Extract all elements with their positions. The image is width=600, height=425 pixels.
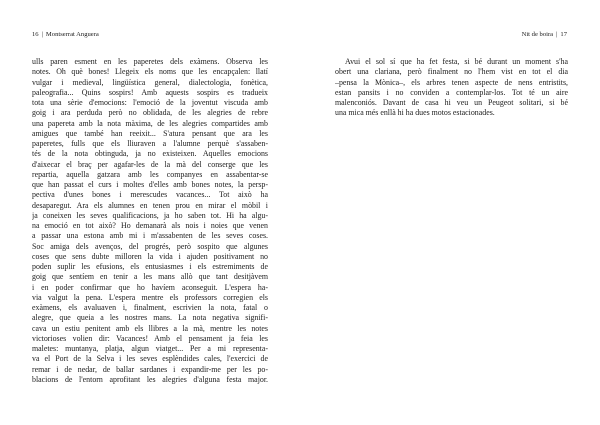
left-body-line: remar i de nedar, de ballar sardanes i expandir-me per les po- [32, 364, 268, 374]
left-body-line: alegre, que queia a les nostres mans. La nota negativa signifi- [32, 313, 268, 323]
left-body-line: i en poder confirmar que ho havíem aconseguit. L'espera ha- [32, 282, 268, 292]
left-body-line: una papereta amb la nota màxima, de les alegries compartides amb [32, 118, 268, 128]
left-body-line: goig que sentíem en tenir a les mans allò que tant desitjàvem [32, 272, 268, 282]
right-body-line: –pensa la Mònica–, els arbres tenen aspecte de nens entristits, [335, 77, 568, 87]
left-body-line: a passar una estona amb mi i m'assabenten de les seves coses. [32, 231, 268, 241]
right-page-number: 17 [560, 31, 567, 38]
left-body-line: goig i ara perduda però no oblidada, de les alegries de rebre [32, 108, 268, 118]
left-body-line: ulls paren esment en les paperetes dels exàmens. Observa les [32, 57, 268, 66]
left-body-line: repartia, aquella gatzara amb les companyes en assabentar-se [32, 169, 268, 179]
left-header-separator: | [41, 31, 43, 38]
left-body-line: paperetes, fulls que els lliuraven a l'alumne perquè s'assaben- [32, 139, 268, 148]
left-body-line: que han passat el curs i moltes d'elles amb bones notes, la persp- [32, 180, 268, 189]
left-body-line: va el Port de la Selva i les seves esplèndides cales, l'exercici de [32, 354, 268, 364]
left-body-line: tota una sèrie d'emocions: l'emoció de la joventut viscuda amb [32, 98, 268, 107]
left-body-line: d'aixecar el braç per agafar-les de la mà del conserge que les [32, 159, 268, 169]
left-book-title: Montserrat Anguera [45, 31, 99, 38]
left-body-line: coses que sens dubte milloren la vida i ajuden positivament no [32, 251, 268, 261]
right-book-title: Nit de boira [521, 31, 554, 38]
left-running-head [32, 31, 99, 38]
left-body-line: pectiva d'unes bones i merescudes vacances... Tot això ha [32, 190, 268, 200]
left-page-number: 16 [32, 31, 39, 38]
left-body-line: paleografia... Quins sospirs! Amb aquests sospirs es tradueix [32, 87, 268, 97]
right-body-line: Avui el sol sí que ha fet festa, si bé durant un moment s'ha [345, 57, 568, 66]
left-body-line: na emoció en tot això? Ho demanarà als nois i noies que venen [32, 221, 268, 230]
right-running-head [522, 31, 567, 38]
left-body-line: desaparegut. Ara els alumnes en tenen prou en mirar el mòbil i [32, 200, 268, 210]
left-body-line: notes. Oh què bones! Llegeix els noms que les encapçalen: llatí [32, 67, 268, 77]
left-body-text [32, 57, 268, 385]
left-body-line: exàmens, els avaluaven i, finalment, escrivien la nota, fatal o [32, 303, 268, 312]
right-header-separator: | [556, 31, 558, 38]
left-body-line: poden suplir les efusions, els entusiasmes i els estremiments de [32, 262, 268, 271]
right-body-line: malenconiós. Davant de casa hi veu un Peugeot solitari, si bé [335, 98, 568, 107]
right-body-line: obert una clariana, però finalment no l'hem vist en tot el dia [335, 67, 568, 77]
left-body-line: via valgut la pena. L'espera mentre els professors corregien els [32, 292, 268, 302]
left-body-line: vulgar i medieval, lingüística general, dialectologia, fonètica, [32, 77, 268, 87]
left-body-line: amigues que també han reeixit... S'atura pensant que ara les [32, 128, 268, 138]
left-body-line: ja coneixen les seves qualificacions, ja ho saben tot. Hi ha algu- [32, 210, 268, 220]
left-body-line: blacions de l'entorn aprofitant les alegries d'alguna festa major. [32, 374, 268, 384]
left-body-line: victorioses volien dir: Vacances! Amb el pensament ja feia les [32, 333, 268, 343]
right-body-line: una mica més enllà hi ha dues motos estacionades. [335, 108, 495, 118]
left-body-line: tés de la nota obtinguda, ja no existeixen. Aquelles emocions [32, 149, 268, 159]
right-body-text [335, 57, 568, 119]
left-body-line: cava un estiu penitent amb els llibres a la mà, mentre les notes [32, 323, 268, 333]
right-body-line: estan pansits i no conviden a contemplar-los. Tot té un aire [335, 87, 568, 97]
left-body-line: Soc amiga dels avenços, del progrés, però sospito que algunes [32, 241, 268, 251]
left-body-line: maletes: muntanya, platja, algun viatget... Per a mi representa- [32, 344, 268, 353]
